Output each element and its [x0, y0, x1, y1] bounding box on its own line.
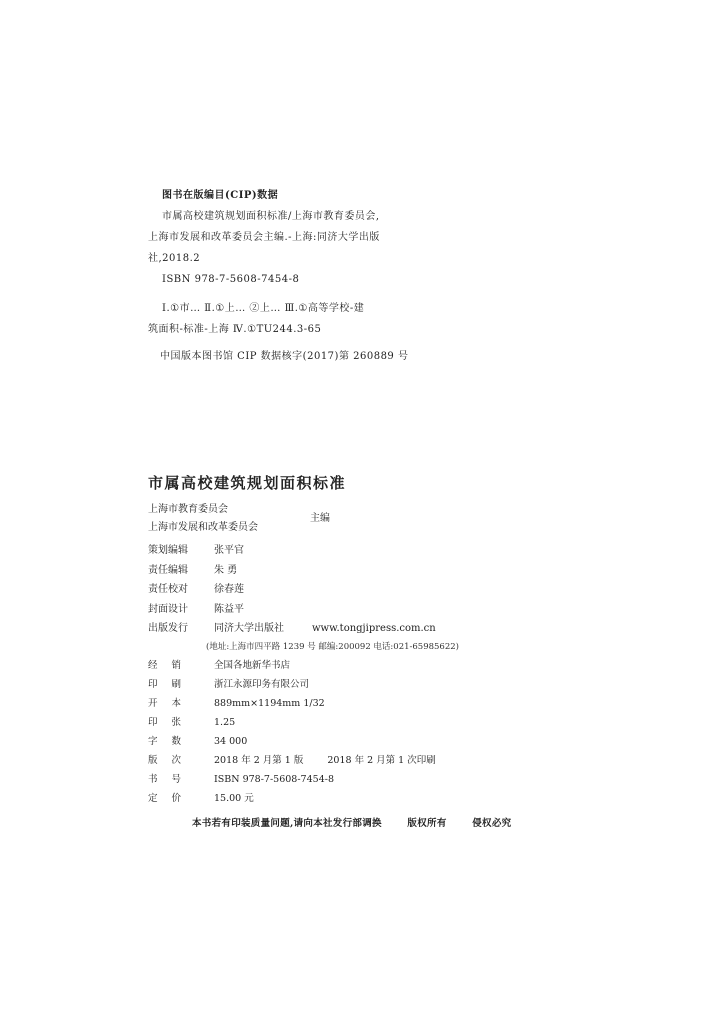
credit-row [148, 541, 578, 561]
spec-row [148, 770, 578, 789]
spec-value: ISBN 978-7-5608-7454-8 [214, 773, 334, 785]
spec-row [148, 694, 578, 713]
spec-value: 889mm×1194mm 1/32 [214, 697, 325, 709]
spec-value: 全国各地新华书店 [214, 659, 291, 671]
spec-row [148, 656, 578, 675]
publisher-address: (地址:上海市四平路 1239 号 邮编:200092 电话:021-65985622) [206, 641, 459, 652]
credit-row [148, 600, 578, 620]
credit-value: 徐春莲 [214, 584, 244, 595]
spec-value: 1.25 [214, 716, 236, 728]
spec-value-2: 2018 年 2 月第 1 次印刷 [327, 754, 436, 766]
credit-row [148, 561, 578, 581]
rights-reserved-text: 版权所有 [407, 818, 447, 829]
colophon-block [148, 472, 578, 808]
spec-label: 版次 [148, 754, 196, 766]
spec-label: 开本 [148, 697, 196, 709]
spec-value: 34 000 [214, 735, 248, 747]
publisher-row [148, 619, 578, 639]
credit-label: 责任编辑 [148, 564, 188, 576]
cip-block [148, 185, 588, 367]
cip-line-3: 社,2018.2 [148, 253, 201, 264]
spec-label: 字数 [148, 735, 196, 747]
credit-row [148, 580, 578, 600]
cip-classification-2: 筑面积-标准-上海 Ⅳ.①TU244.3-65 [148, 324, 322, 335]
editor-2: 上海市发展和改革委员会 [148, 522, 258, 533]
credit-label: 封面设计 [148, 603, 188, 615]
spec-label: 经销 [148, 659, 196, 671]
cip-classification-1: Ⅰ.①市… Ⅱ.①上… ②上… Ⅲ.①高等学校-建 [162, 303, 365, 314]
spec-row [148, 789, 578, 808]
credit-label: 责任校对 [148, 584, 188, 595]
credit-value: 张平官 [214, 545, 244, 556]
spec-label: 书号 [148, 773, 196, 785]
credit-value: 朱 勇 [214, 564, 238, 576]
cip-line-2: 上海市发展和改革委员会主编.-上海:同济大学出版 [148, 232, 380, 243]
spec-value: 15.00 元 [214, 792, 254, 804]
publisher-label: 出版发行 [148, 623, 188, 634]
cip-line-1: 市属高校建筑规划面积标准/上海市教育委员会, [162, 211, 380, 222]
credit-label: 策划编辑 [148, 545, 188, 556]
spec-row [148, 675, 578, 694]
spec-value: 2018 年 2 月第 1 版 [214, 754, 304, 766]
credit-value: 陈益平 [214, 603, 244, 615]
spec-value: 浙江永源印务有限公司 [214, 678, 310, 690]
editor-1: 上海市教育委员会 [148, 504, 228, 515]
publisher-website: www.tongjipress.com.cn [312, 623, 436, 634]
spec-row [148, 751, 578, 770]
piracy-notice-text: 侵权必究 [472, 818, 512, 829]
spec-row [148, 732, 578, 751]
cip-record-number: 中国版本图书馆 CIP 数据核字(2017)第 260889 号 [160, 351, 409, 362]
spec-label: 印张 [148, 716, 196, 728]
editor-role: 主编 [310, 513, 330, 524]
publisher-name: 同济大学出版社 [214, 623, 284, 634]
quality-notice [192, 815, 533, 829]
spec-label: 印刷 [148, 678, 196, 690]
spec-label: 定价 [148, 792, 196, 804]
book-title: 市属高校建筑规划面积标准 [148, 474, 347, 492]
spec-row [148, 713, 578, 732]
editors [148, 501, 578, 541]
cip-isbn: ISBN 978-7-5608-7454-8 [162, 274, 300, 285]
cip-heading: 图书在版编目(CIP)数据 [162, 190, 279, 201]
quality-notice-text: 本书若有印装质量问题,请向本社发行部调换 [192, 818, 382, 829]
